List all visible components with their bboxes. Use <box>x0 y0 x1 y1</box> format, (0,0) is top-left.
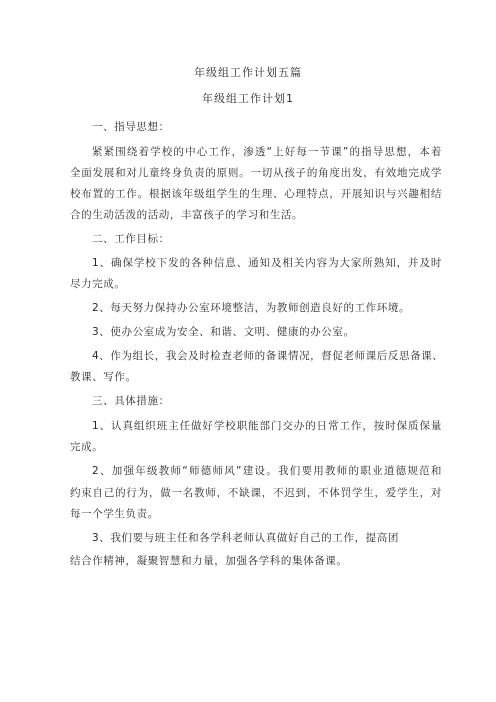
paragraph-line: 完成。 <box>70 441 104 453</box>
paragraph-line: 3、使办公室成为安全、和谐、文明、健康的办公室。 <box>92 326 355 338</box>
paragraph-line: 合的生动活泼的活动，丰富孩子的学习和生活。 <box>70 209 304 221</box>
paragraph-line: 教课、写作。 <box>70 371 137 383</box>
paragraph-line: 2、每天努力保持办公室环境整洁，为教师创造良好的工作环境。 <box>92 302 411 314</box>
paragraph-line: 4、作为组长，我会及时检查老师的备课情况，督促老师课后反思备课、 <box>92 350 444 362</box>
paragraph-line: 约束自己的行为，做一名教师，不缺课，不迟到，不体罚学生，爱学生，对 <box>70 487 442 499</box>
paragraph-line: 结合作精神，凝聚智慧和力量，加强各学科的集体备课。 <box>70 555 348 567</box>
paragraph-line: 尽力完成。 <box>70 278 126 290</box>
section-heading: 年级组工作计划1 <box>202 92 294 105</box>
paragraph-line: 2、加强年级教师“师德师风”建设。我们要用教师的职业道德规范和 <box>92 465 442 477</box>
paragraph-line: 1、确保学校下发的各种信息、通知及相关内容为大家所熟知，并及时 <box>92 257 442 269</box>
document-title: 年级组工作计划五篇 <box>194 66 302 79</box>
paragraph-line: 校布置的工作。根据该年级组学生的生理、心理特点，开展知识与兴趣相结 <box>70 188 442 200</box>
paragraph-line: 紧紧围绕着学校的中心工作，渗透“上好每一节课”的指导思想，本着 <box>92 146 442 158</box>
paragraph-line: 1、认真组织班主任做好学校职能部门交办的日常工作，按时保质保量 <box>92 420 442 432</box>
heading-specific-measures: 三、具体措施： <box>92 395 170 407</box>
paragraph-line: 每一个学生负责。 <box>70 508 159 520</box>
heading-work-goals: 二、工作目标： <box>92 233 170 245</box>
heading-guiding-ideology: 一、指导思想： <box>92 121 170 133</box>
paragraph-line: 3、我们要与班主任和各学科老师认真做好自己的工作，提高团 <box>92 532 399 544</box>
paragraph-line: 全面发展和对儿童终身负责的原则。一切从孩子的角度出发，有效地完成学 <box>70 167 442 179</box>
